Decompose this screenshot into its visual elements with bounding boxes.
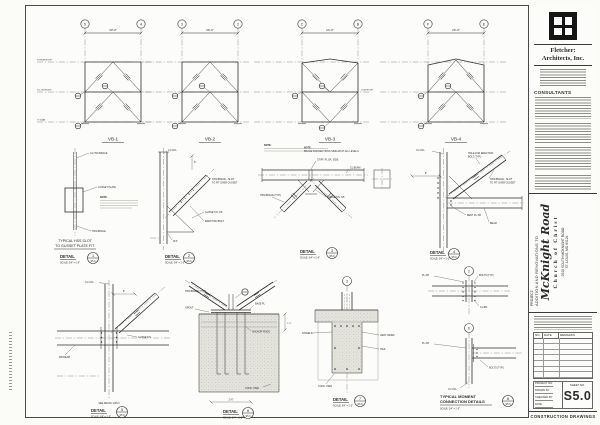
column-drawing	[105, 280, 113, 398]
drawn-by-label: DRAWN BY	[535, 388, 550, 392]
level-label-high-roof: T/ HIGH ROOF	[37, 59, 52, 62]
firm-name	[534, 44, 592, 66]
detail-title-block	[333, 396, 366, 408]
gusset-plate-drawing	[65, 148, 83, 236]
sheet-info-block	[533, 381, 593, 409]
callout-gusset-plate: GUSSET PLATE	[98, 186, 116, 189]
detail-title-block	[300, 248, 338, 260]
callout-cl-col: CL COL.	[448, 388, 458, 391]
detail-title: DETAIL	[333, 397, 348, 402]
elevation-vb-2	[132, 16, 252, 158]
project-no-value	[535, 386, 553, 388]
consultants-header: CONSULTANTS	[534, 89, 572, 95]
detail-5	[55, 280, 173, 420]
detail-caption: TYPICAL HSS SLOT	[58, 239, 92, 243]
callouts	[416, 149, 516, 225]
callout-note: NOTE:	[100, 196, 108, 199]
callout-stiffener: STIFF. PL EA. SIDE	[317, 158, 339, 162]
detail-sheet-ref: S5.0	[505, 403, 511, 406]
detail-caption: TO GUSSET PLATE FIT.	[55, 244, 95, 248]
dim-label: 1'-3"	[287, 323, 292, 325]
project-no-label: PROJECT NO.	[535, 381, 554, 385]
detail-number: 5	[120, 407, 124, 412]
project-label: PROJECT:	[530, 289, 534, 306]
project-address	[561, 196, 570, 308]
callout-beam: BEAM	[490, 222, 497, 225]
grid-bubble-label: 6	[468, 326, 470, 331]
brace-lines	[428, 60, 484, 122]
callout-base-pl: BASE PL	[255, 302, 265, 306]
detail-sheet-ref: S5.0	[451, 256, 457, 259]
drawn-by-value	[535, 393, 553, 395]
beam-drawing	[258, 168, 368, 182]
detail-number: 2	[187, 253, 191, 258]
project-type: ADDITION AND RENOVATIONS TO	[534, 235, 539, 306]
dim-label: 6"	[122, 290, 126, 293]
callout-conc-pier: CONC. PIER	[245, 387, 259, 390]
detail-sheet-ref: S5.0	[245, 415, 251, 418]
elevation-label: VB-1	[107, 136, 119, 142]
callout-bolts: BOLTS (TYP.)	[479, 274, 494, 277]
dimension	[181, 28, 240, 35]
grid-bubble-label: 2	[237, 22, 239, 27]
callout-hss-brace: HSS BRACE - SLOT	[490, 178, 513, 181]
detail-scale: SCALE: 3/4" = 1'-0"	[440, 408, 461, 411]
detail-sheet-ref: S5.0	[119, 414, 125, 417]
elevation-vb-4	[378, 16, 508, 158]
consultant-entry-lines	[535, 97, 591, 119]
date-value	[535, 407, 553, 409]
dimension	[427, 28, 486, 35]
dim-label: 2'-6"	[228, 398, 234, 402]
detail-3	[258, 140, 368, 266]
rev-col-date: DATE	[543, 333, 559, 338]
detail-title-block	[91, 407, 128, 419]
detail-sheet-ref: S5.0	[329, 255, 335, 258]
callout-beam: W8 BEAM	[59, 356, 71, 359]
copyright-text-lines	[534, 316, 592, 330]
frame-lines	[424, 59, 488, 124]
consultant-entry-lines	[535, 147, 591, 171]
callouts	[77, 152, 139, 233]
project-block	[529, 194, 597, 310]
callout-hole: HOLE FOR ERECTION	[468, 152, 494, 155]
level-label-low-roof: T/ LOW ROOF	[37, 89, 52, 92]
project-address-line1: 2515 SOUTH MCKNIGHT ROAD	[560, 227, 565, 276]
callouts	[164, 149, 238, 243]
detail-title: DETAIL	[165, 254, 180, 259]
detail-title: DETAIL	[223, 409, 238, 414]
detail-scale: SCALE: 3/4" = 1'-0"	[223, 417, 244, 420]
detail-number: 3	[330, 248, 334, 253]
consultant-entry-lines	[535, 123, 591, 143]
detail-bubble	[184, 253, 195, 264]
detail-title: DETAIL	[300, 249, 315, 254]
detail-sheet-ref: S5.0	[186, 260, 192, 263]
date-label: DATE	[535, 402, 542, 406]
callout-cl-col: CL COL.	[168, 149, 178, 152]
dim-label: 24'-0"	[326, 28, 334, 32]
detail-4	[372, 146, 524, 266]
detail-number: 7	[358, 396, 362, 401]
elevation-label: VB-3	[324, 136, 336, 142]
grid-bubble-label: 5	[84, 22, 86, 27]
brace-drawing	[185, 280, 277, 310]
callout-pl: PL 3/8	[422, 274, 429, 277]
detail-bubble	[355, 396, 366, 407]
grid-bubble-label: 2	[468, 269, 470, 274]
detail-sheet-ref: S5.0	[357, 403, 363, 406]
callout-hss-brace2: TO FIT OVER GUSSET	[490, 181, 516, 185]
dimensions	[191, 155, 197, 171]
callout-hole2: BOLT (TYP.)	[468, 155, 482, 159]
project-name-sub: Church of Christ	[552, 215, 559, 289]
level-label-slab: T/ SLAB	[37, 119, 46, 122]
detail-title: TYPICAL MOMENT	[440, 394, 476, 399]
grid-bubble-label: 4	[140, 22, 142, 27]
detail-scale: SCALE: 3/4" = 1'-0"	[91, 416, 112, 419]
callout-gusset: GUSSET PL 3/8	[327, 196, 345, 199]
detail-7	[300, 274, 418, 418]
callout-cl-bm: CL BM	[480, 306, 488, 309]
dim-label: 26'-0"	[452, 28, 460, 32]
callout-pl: PL 3/8	[422, 342, 429, 345]
grid-lines	[298, 20, 362, 62]
callout-hss-brace: HSS BRACE (TYP.)	[260, 194, 282, 197]
detail-scale: SCALE: 3/4" = 1'-0"	[300, 257, 321, 260]
plot-stamp-text	[9, 332, 12, 390]
note-label: NOTE:	[264, 144, 272, 147]
consultant-entry-lines	[535, 175, 591, 191]
callout-cl-hss: CL HSS BRACE	[90, 152, 108, 155]
callout-anchor-rods: ANCHOR RODS	[252, 330, 270, 334]
level-label-right: LOW ROOF	[361, 89, 373, 92]
dimension	[301, 28, 360, 35]
rev-col-remarks: REMARKS	[560, 333, 575, 338]
elevation-note-label: NOTE:	[304, 146, 312, 150]
grid-bubble-label: 3	[181, 22, 183, 27]
callout-vert-reinf: VERT. REINF.	[380, 334, 395, 337]
callout-conc-pier: CONC. PIER	[318, 385, 332, 388]
firm-name-line2: Architects, Inc.	[541, 54, 585, 62]
firm-name-line1: Fletcher:	[550, 47, 576, 54]
callout-grout: GROUT	[185, 306, 194, 310]
detail-bubble	[449, 249, 460, 260]
callout-cl-col: CL COL.	[85, 281, 95, 284]
firm-logo-icon	[549, 12, 577, 40]
pier-drawing	[199, 310, 279, 392]
detail-number: 6	[246, 408, 250, 413]
grid-lines	[424, 20, 488, 65]
phase-label: CONSTRUCTION DRAWINGS	[529, 411, 597, 422]
detail-bubble	[503, 396, 514, 407]
frame-lines	[178, 62, 242, 124]
callout-erection-bolt: ERECTION BOLT	[205, 220, 225, 223]
detail-title: DETAIL	[60, 254, 75, 259]
grid-bubble-label: 3	[346, 279, 348, 284]
detail-title: DETAIL	[91, 408, 106, 413]
callout-hss-brace: HSS BRACE - SLOT	[212, 178, 235, 181]
grid-bubble-label: F	[426, 22, 430, 27]
detail-bubble	[88, 253, 99, 264]
dim-label: 8"	[424, 172, 428, 175]
brace-detail-bubbles	[292, 83, 330, 131]
dimensions	[411, 172, 442, 178]
detail-number: 8	[506, 396, 510, 401]
callout-see-detail: SEE DETAIL 1/S5.0	[98, 402, 120, 405]
detail-title-block	[440, 394, 514, 411]
grid-bubble-label: E	[482, 22, 486, 27]
revision-table	[533, 332, 593, 379]
checked-by-label: CHECKED BY	[535, 395, 553, 399]
detail-bubble	[117, 407, 128, 418]
dim-label: 30'-0"	[206, 28, 214, 32]
callout-cl-col: CL COL.	[416, 149, 426, 152]
sheet-no-label: SHEET NO.	[569, 382, 586, 387]
detail-number: 1	[91, 253, 95, 258]
beam-drawing	[447, 196, 524, 210]
detail-sheet-ref: S5.0	[90, 260, 96, 263]
dimensions	[112, 290, 137, 296]
detail-title-block	[165, 253, 195, 265]
detail-bubble	[327, 248, 338, 259]
elevation-label: VB-4	[450, 136, 462, 142]
detail-number: 4	[452, 249, 456, 254]
project-address-line2: ST. LOUIS, MO 63124	[565, 235, 570, 268]
callout-gusset: GUSSET PL	[138, 336, 152, 339]
callout-ties: TIES	[380, 348, 386, 351]
dim-label: 30'-0"	[109, 28, 117, 32]
pier-cap-drawing	[315, 310, 378, 380]
grid-bubble-label: C	[300, 22, 304, 27]
callouts	[59, 281, 152, 405]
elevation-label: VB-2	[204, 136, 216, 142]
detail-6	[183, 280, 295, 420]
callout-dowels: DOWELS	[302, 332, 313, 335]
callout-wp: W.P.	[173, 240, 178, 243]
moment-connection-b	[422, 324, 522, 392]
detail-2	[148, 146, 254, 266]
detail-1	[42, 146, 144, 266]
detail-title: DETAIL	[430, 250, 445, 255]
detail-bubble	[243, 408, 254, 419]
detail-scale: SCALE: 3/4" = 1'-0"	[333, 405, 354, 408]
detail-title-block	[223, 408, 254, 420]
divider	[529, 312, 597, 313]
rev-col-no: NO.	[534, 333, 543, 338]
detail-8	[420, 264, 526, 418]
column-drawing	[437, 148, 447, 254]
detail-title-block	[60, 253, 99, 265]
checked-by-value	[535, 400, 553, 402]
elevation-vb-3	[252, 16, 372, 158]
detail-scale: SCALE: 3/4" = 1'-0"	[430, 258, 451, 261]
elevation-note-text: BRACE CONNECTIONS SIMILAR AT ALL LEVELS.	[304, 150, 360, 153]
callout-gusset: GUSSET PL 3/8	[205, 211, 223, 214]
callout-hss-brace: HSS BRACE	[92, 230, 106, 233]
detail-title2: CONNECTION DETAILS	[440, 399, 485, 404]
detail-scale: SCALE: 3/4" = 1'-0"	[60, 262, 81, 265]
brace-lines	[302, 63, 358, 122]
detail-scale: SCALE: 3/4" = 1'-0"	[165, 262, 186, 265]
title-block	[528, 5, 597, 418]
moment-connection-a	[422, 267, 512, 317]
callout-hss-brace2: TO FIT OVER GUSSET	[212, 181, 238, 185]
callout-bent-pl: BENT PL 3/8	[467, 214, 481, 217]
project-name: McKnight Road	[539, 203, 552, 300]
dim-label: 6"	[194, 161, 197, 164]
callout-cl-beam: CL BEAM	[350, 166, 361, 170]
grid-lines	[178, 20, 242, 62]
sheet-number: S5.0	[563, 388, 592, 403]
section-fragment	[372, 168, 392, 190]
column-drawing	[150, 148, 169, 250]
detail-title-block	[430, 249, 460, 261]
callout-hss-brace: HSS BRACE (TYP.)	[185, 290, 207, 293]
grid-bubble-label: B	[356, 22, 360, 27]
firm-address-lines	[540, 69, 586, 87]
callout-bolts: BOLTS (TYP.)	[489, 366, 504, 370]
